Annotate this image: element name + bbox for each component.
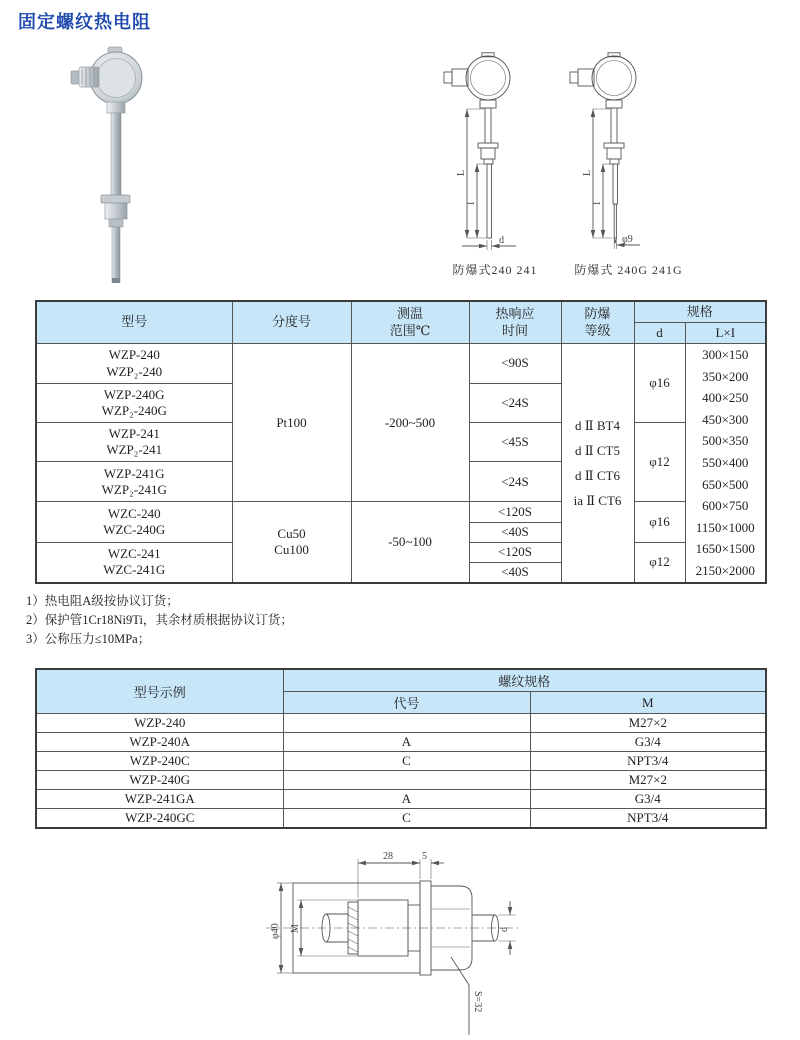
- table-row: [36, 752, 766, 771]
- model-cell: WZP-241G WZP₂-241G: [36, 462, 232, 502]
- note-3: 3）公称压力≤10MPa；: [26, 632, 151, 646]
- col-header-m: M: [530, 692, 766, 714]
- d-cell: φ12: [634, 423, 685, 502]
- model-cell: WZP-241GA: [36, 790, 283, 809]
- dim-I-label: I: [466, 201, 477, 205]
- col-header-response: 热响应 时间: [469, 301, 561, 344]
- dim-L-label: L: [582, 169, 593, 176]
- drawing-240-241-caption: 防爆式240 241: [452, 263, 538, 277]
- col-header-graduation: 分度号: [232, 301, 351, 344]
- response-cell: <120S: [469, 502, 561, 522]
- response-cell: <40S: [469, 563, 561, 583]
- col-header-d: d: [634, 323, 685, 344]
- note-2: 2）保护管1Cr18Ni9Ti，其余材质根据协议订货；: [26, 613, 293, 627]
- dim-28-label: 28: [383, 851, 393, 862]
- model-cell: WZP-240: [36, 714, 283, 733]
- response-cell: <24S: [469, 462, 561, 502]
- fitting-drawing: [248, 845, 578, 1040]
- table-row: [36, 733, 766, 752]
- explosion-grade-cell: d Ⅱ BT4 d Ⅱ CT5 d Ⅱ CT6 ia Ⅱ CT6: [561, 344, 634, 583]
- model-cell: WZP-240G: [36, 771, 283, 790]
- col-header-thread-spec: 螺纹规格: [283, 669, 766, 692]
- table-row: [36, 809, 766, 828]
- graduation-cell: Pt100: [232, 344, 351, 502]
- d-cell: φ16: [634, 344, 685, 423]
- dim-L-label: L: [456, 169, 467, 176]
- model-cell: WZC-241 WZC-241G: [36, 542, 232, 582]
- response-cell: <24S: [469, 384, 561, 423]
- notes: [26, 592, 293, 649]
- model-cell: WZP-240C: [36, 752, 283, 771]
- dim-5-label: 5: [422, 851, 427, 862]
- drawing-240g-241g-caption: 防爆式 240G 241G: [574, 263, 683, 277]
- d-cell: φ16: [634, 502, 685, 542]
- model-cell: WZP-241 WZP₂-241: [36, 423, 232, 462]
- table-row: [36, 771, 766, 790]
- code-cell: [283, 714, 530, 733]
- m-cell: NPT3/4: [530, 809, 766, 828]
- col-header-code: 代号: [283, 692, 530, 714]
- thread-table: [35, 668, 767, 829]
- code-cell: A: [283, 790, 530, 809]
- dim-M-label: M: [290, 924, 301, 933]
- response-cell: <40S: [469, 522, 561, 542]
- drawing-240-241: [430, 52, 560, 278]
- col-header-lxi: L×I: [685, 323, 766, 344]
- dim-phi40-label: φ40: [270, 923, 281, 939]
- model-cell: WZP-240 WZP₂-240: [36, 344, 232, 384]
- model-cell: WZC-240 WZC-240G: [36, 502, 232, 542]
- table-row: [36, 714, 766, 733]
- col-header-spec: 规格: [634, 301, 766, 323]
- drawing-240g-241g-graphic: [556, 52, 701, 257]
- model-cell: WZP-240A: [36, 733, 283, 752]
- dim-phi9-label: φ9: [622, 234, 633, 245]
- temp-range-cell: -200~500: [351, 344, 469, 502]
- dim-d-label: d: [499, 235, 504, 246]
- dim-s32-label: S=32: [472, 991, 483, 1013]
- m-cell: G3/4: [530, 733, 766, 752]
- response-cell: <90S: [469, 344, 561, 384]
- drawing-240-241-graphic: [430, 52, 560, 257]
- lxi-cell: 300×150 350×200 400×250 450×300 500×350 550×400 650×500 600×750 1150×1000 1650×1500 2150×2000: [685, 344, 766, 583]
- m-cell: M27×2: [530, 714, 766, 733]
- page-title: 固定螺纹热电阻: [18, 12, 151, 32]
- d-cell: φ12: [634, 542, 685, 582]
- model-cell: WZP-240GC: [36, 809, 283, 828]
- m-cell: NPT3/4: [530, 752, 766, 771]
- drawing-240g-241g: [556, 52, 701, 278]
- dim-I-label: I: [592, 201, 603, 205]
- code-cell: A: [283, 733, 530, 752]
- m-cell: M27×2: [530, 771, 766, 790]
- table-row: [36, 790, 766, 809]
- code-cell: C: [283, 752, 530, 771]
- response-cell: <45S: [469, 423, 561, 462]
- col-header-model-example: 型号示例: [36, 669, 283, 714]
- product-photo: [55, 45, 245, 290]
- note-1: 1）热电阻A级按协议订货；: [26, 594, 179, 608]
- col-header-explosion: 防爆 等级: [561, 301, 634, 344]
- temp-range-cell: -50~100: [351, 502, 469, 583]
- code-cell: C: [283, 809, 530, 828]
- col-header-temp-range: 测温 范围℃: [351, 301, 469, 344]
- graduation-cell: Cu50 Cu100: [232, 502, 351, 583]
- spec-table: [35, 300, 767, 584]
- product-photo-graphic: [55, 45, 245, 290]
- m-cell: G3/4: [530, 790, 766, 809]
- code-cell: [283, 771, 530, 790]
- dim-d-label: d: [499, 927, 510, 932]
- col-header-model: 型号: [36, 301, 232, 344]
- response-cell: <120S: [469, 542, 561, 562]
- model-cell: WZP-240G WZP₂-240G: [36, 384, 232, 423]
- fitting-drawing-graphic: [248, 845, 578, 1040]
